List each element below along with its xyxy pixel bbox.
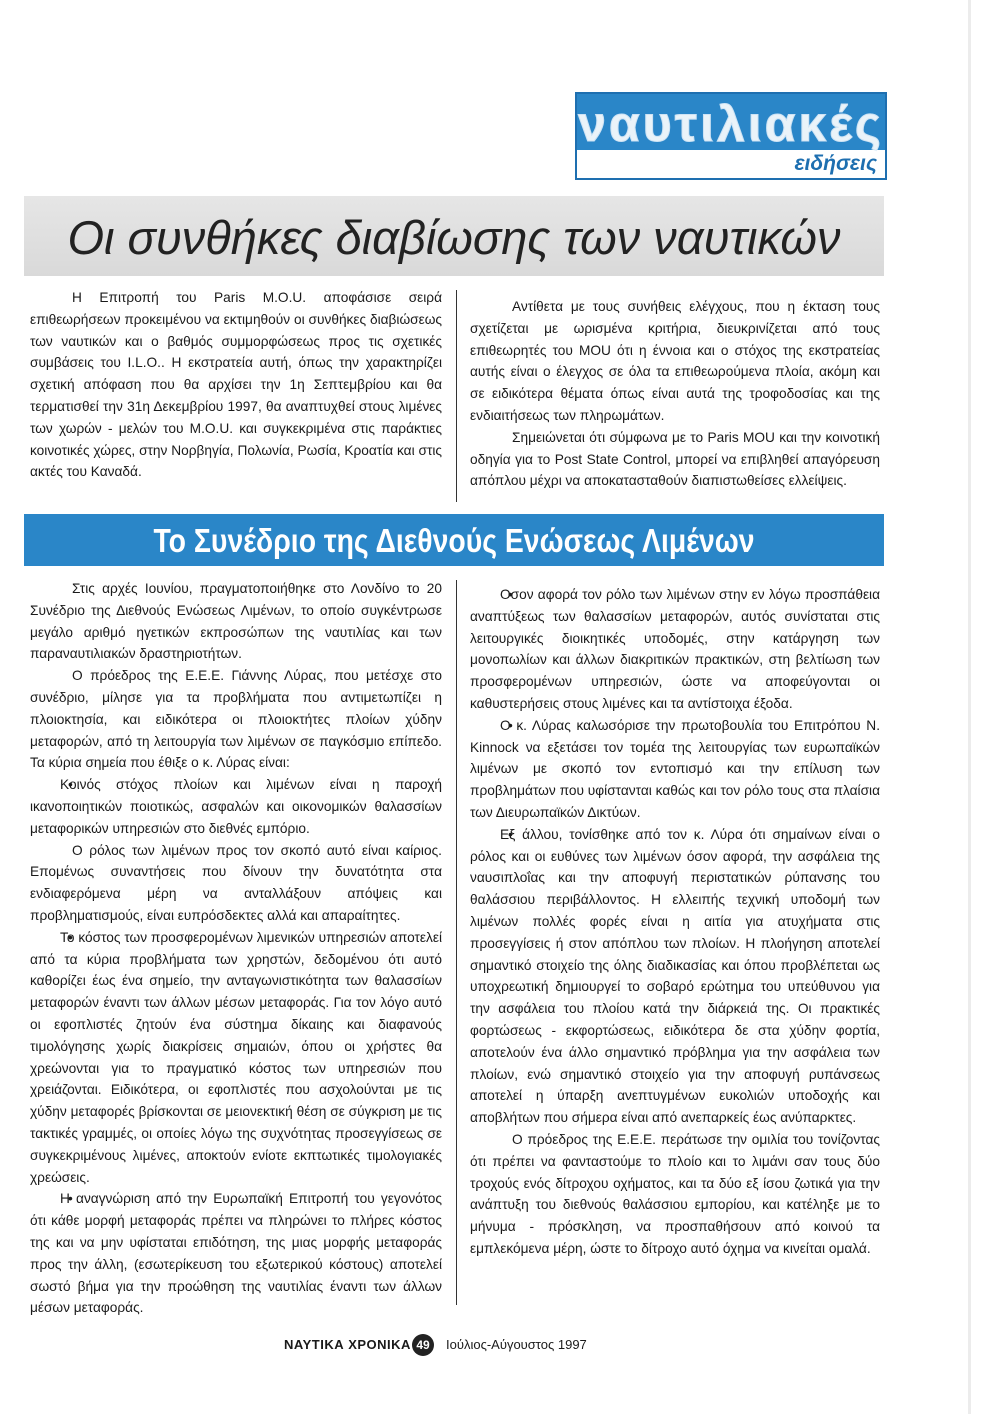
page-edge: [968, 0, 971, 1414]
article2-headline-banner: [24, 514, 884, 566]
footer-date: Ιούλιος-Αύγουστος 1997: [446, 1337, 587, 1352]
article2-headline: Το Συνέδριο της Διεθνούς Ενώσεως Λιμένων: [153, 522, 755, 559]
footer-publication: ΝΑΥΤΙΚΑ ΧΡΟΝΙΚΑ: [284, 1337, 411, 1352]
paragraph: Ο ρόλος των λιμένων προς τον σκοπό αυτό είναι καίριος. Επομένως συναντήσεις που δίνουν την δυνατότητα στα ενδιαφερόμενα μέρη να ανταλλάξουν απόψεις και προβληματισμούς, είναι ευπρόσδεκτες αλλά και απαραίτητες.: [30, 842, 442, 923]
paragraph: Η Επιτροπή του Paris M.O.U. αποφάσισε σειρά επιθεωρήσεων προκειμένου να εκτιμηθούν οι συνθήκες διαβιώσεως των ναυτικών και ο βαθμός συμμορφώσεως προς τις σχετικές συμβάσεις του I.L.O.. Η εκστρατεία αυτή, όπως την χαρακτηρίζει σχετική απόφαση που θα αρχίσει την 1η Σεπτεμβρίου και θα τερματισθεί την 31η Δεκεμβρίου 1997, θα αναπτυχθεί στους λιμένες των χωρών - μελών του M.O.U. και συγκεκριμένα στις παράκτιες κοινοτικές χώρες, στην Νορβηγία, Πολωνία, Ρωσία, Κροατία και στις ακτές του Καναδά.: [30, 290, 442, 480]
paragraph: Στις αρχές Ιουνίου, πραγματοποιήθηκε στο Λονδίνο το 20 Συνέδριο της Διεθνούς Ενώσεως Λιμένων, το οποίο συγκέντρωσε μεγάλο αριθμό ηγετικών εκπροσώπων της ναυτιλίας και των παραναυτιλιακών δραστηριοτήτων.: [30, 581, 442, 662]
paragraph: Σημειώνεται ότι σύμφωνα με το Paris MOU και την κοινοτική οδηγία για το Post State Control, μπορεί να επιβληθεί απαγόρευση απόπλου μέχρι να αποκατασταθούν διαπιστωθείσες ελλείψεις.: [470, 429, 880, 489]
bullet-paragraph: • Κοινός στόχος πλοίων και λιμένων είναι η παροχή ικανοποιητικών ποιοτικώς, ασφαλών και οικονομικών θαλασσίων μεταφορικών υπηρεσιών στο διεθνές εμπόριο.: [30, 774, 442, 839]
page-footer: [0, 1334, 1000, 1358]
article1-headline: Οι συνθήκες διαβίωσης των ναυτικών: [67, 211, 841, 264]
paragraph: Ο πρόεδρος της Ε.Ε.Ε. περάτωσε την ομιλία του τονίζοντας ότι πρέπει να φανταστούμε το πλοίο και το λιμάνι σαν τους δύο τροχούς ενός δίτροχου οχήματος, και τα δύο εξ ίσου ζωτικά για την ανάπτυξη του διεθνούς θαλάσσιου εμπορίου, και κατέληξε με το μήνυμα - πρόσκληση, να προσπαθήσουν από κοινού τα εμπλεκόμενα μέρη, ώστε το δίτροχο αυτό όχημα να κινείται ομαλά.: [470, 1131, 880, 1256]
bullet-paragraph: • Εξ άλλου, τονίσθηκε από τον κ. Λύρα ότι σημαίνων είναι ο ρόλος και οι ευθύνες των λιμένων όσον αφορά, την ασφάλεια της ναυσιπλοΐας και την αποφυγή περιστατικών ρύπανσης του θαλάσσιου περιβάλλοντος. Η ελλειπής τεχνική υποδομή των λιμένων πολλές φορές είναι η αιτία για ατυχήματα στις προσεγγίσεις ή στον απόπλου των πλοίων. Η πλοήγηση αποτελεί σημαντικό στοιχείο της όλης διαδικασίας και όπου προβλέπεται ως υποχρεωτική δημιουργεί το σοβαρό ερώτημα του υπεύθυνου για την ασφάλεια του πλοίου κατά την διάρκειά της. Οι πρακτικές φορτώσεως - εκφορτώσεως, ειδικότερα δε στα χύδην φορτία, αποτελούν ένα άλλο σημαντικό πρόβλημα για την ασφάλεια των πλοίων, ενώ σημαντικό στοιχείο για την αποφυγή ρυπάνσεως αποτελεί η ύπαρξη ανεπτυγμένων ευκολιών υποδοχής και αποβλήτων που σήμερα είναι από ανεπαρκείς έως ανύπαρκτες.: [470, 824, 880, 1129]
bullet-paragraph: • Το κόστος των προσφερομένων λιμενικών υπηρεσιών αποτελεί από τα κύρια προβλήματα των χρηστών, δεδομένου ότι αυτό καθορίζει έως ένα σημείο, την ανταγωνιστικότητα των θαλασσίων μεταφορών έναντι των άλλων μέσων μεταφοράς. Για τον λόγο αυτό οι εφοπλιστές ζητούν ένα σύστημα δίκαιης και διαφανούς τιμολόγησης χωρίς διακρίσεις σημαιών, όπου οι χρήστες θα χρεώνονται για το πραγματικό κόστος των υπηρεσιών που χρειάζονται. Ειδικότερα, οι εφοπλιστές που ασχολούνται με τις χύδην μεταφορές βρίσκονται σε μειονεκτική θέση σε σύγκριση με τις τακτικές γραμμές, οι οποίες λόγω της συχνότητας προσεγγίσεως σε συγκεκριμένους λιμένες, αποκτούν ενίοτε εκπτωτικές τιμολογιακές χρεώσεις.: [30, 927, 442, 1189]
paragraph: Ο πρόεδρος της Ε.Ε.Ε. Γιάννης Λύρας, που μετέσχε στο συνέδριο, μίλησε για τα προβλήματα που αντιμετωπίζει η πλοιοκτησία, και ειδικότερα οι πλοιοκτήτες πλοίων χύδην μεταφορών, από τη λειτουργία των λιμένων σε παγκόσμιο επίπεδο. Τα κύρια σημεία που έθιξε ο κ. Λύρας είναι:: [30, 668, 442, 771]
masthead: [575, 92, 887, 180]
article1-column-right: [470, 296, 880, 492]
bullet-paragraph: • Ο κ. Λύρας καλωσόρισε την πρωτοβουλία του Επιτρόπου Ν. Kinnock να εξετάσει τον τομέα της λειτουργίας των ευρωπαϊκών λιμένων με σκοπό τον εντοπισμό και την επίλυση των προβλημάτων που υφίστανται καθώς και τον ρόλο τους στα πλαίσια των Διευρωπαϊκών Δικτύων.: [470, 715, 880, 824]
article2-column-right: [470, 584, 880, 1260]
article1-headline-box: [24, 196, 884, 276]
footer-page-number: 49: [412, 1334, 434, 1356]
bullet-paragraph: • Οσον αφορά τον ρόλο των λιμένων στην εν λόγω προσπάθεια αναπτύξεως των θαλασσίων μεταφορών, αυτός συνίσταται στις λειτουργικές διοικητικές υποδομές, στην κατάργηση των μονοπωλίων και άλλων διακριτικών πρακτικών, στη βελτίωση των προσφερομένων υπηρεσιών, ώστε να αποφεύγονται οι καθυστερήσεις στους λιμένες και τα αντίστοιχα έξοδα.: [470, 584, 880, 715]
column-divider: [456, 580, 457, 1305]
paragraph: Αντίθετα με τους συνήθεις ελέγχους, που η έκταση τους σχετίζεται με ωρισμένα κριτήρια, διευκρινίζεται από τους επιθεωρητές του MOU ότι η έννοια και ο στόχος της εκστρατείας αυτής είναι ο έλεγχος σε όλα τα επιθεωρούμενα πλοία, ακόμη και σε ειδικότερα θέματα όπως είναι αυτά της τροφοδοσίας και της ενδιαιτήσεως των πληρωμάτων.: [470, 299, 880, 423]
masthead-title: ναυτιλιακές: [578, 96, 884, 152]
masthead-subtitle: ειδήσεις: [794, 152, 877, 175]
article1-column-left: [30, 287, 442, 483]
column-divider: [456, 290, 457, 502]
article2-column-left: [30, 578, 442, 1319]
bullet-paragraph: • Η αναγνώριση από την Ευρωπαϊκή Επιτροπή του γεγονότος ότι κάθε μορφή μεταφοράς πρέπει να πληρώνει το πλήρες κόστος της και να μην υφίσταται επιδότηση, της μιας μορφής μεταφοράς προς την άλλη, (εσωτερίκευση του εξωτερικού κόστους) αποτελεί σωστό βήμα για την προώθηση της ναυτιλίας έναντι των άλλων μέσων μεταφοράς.: [30, 1188, 442, 1319]
